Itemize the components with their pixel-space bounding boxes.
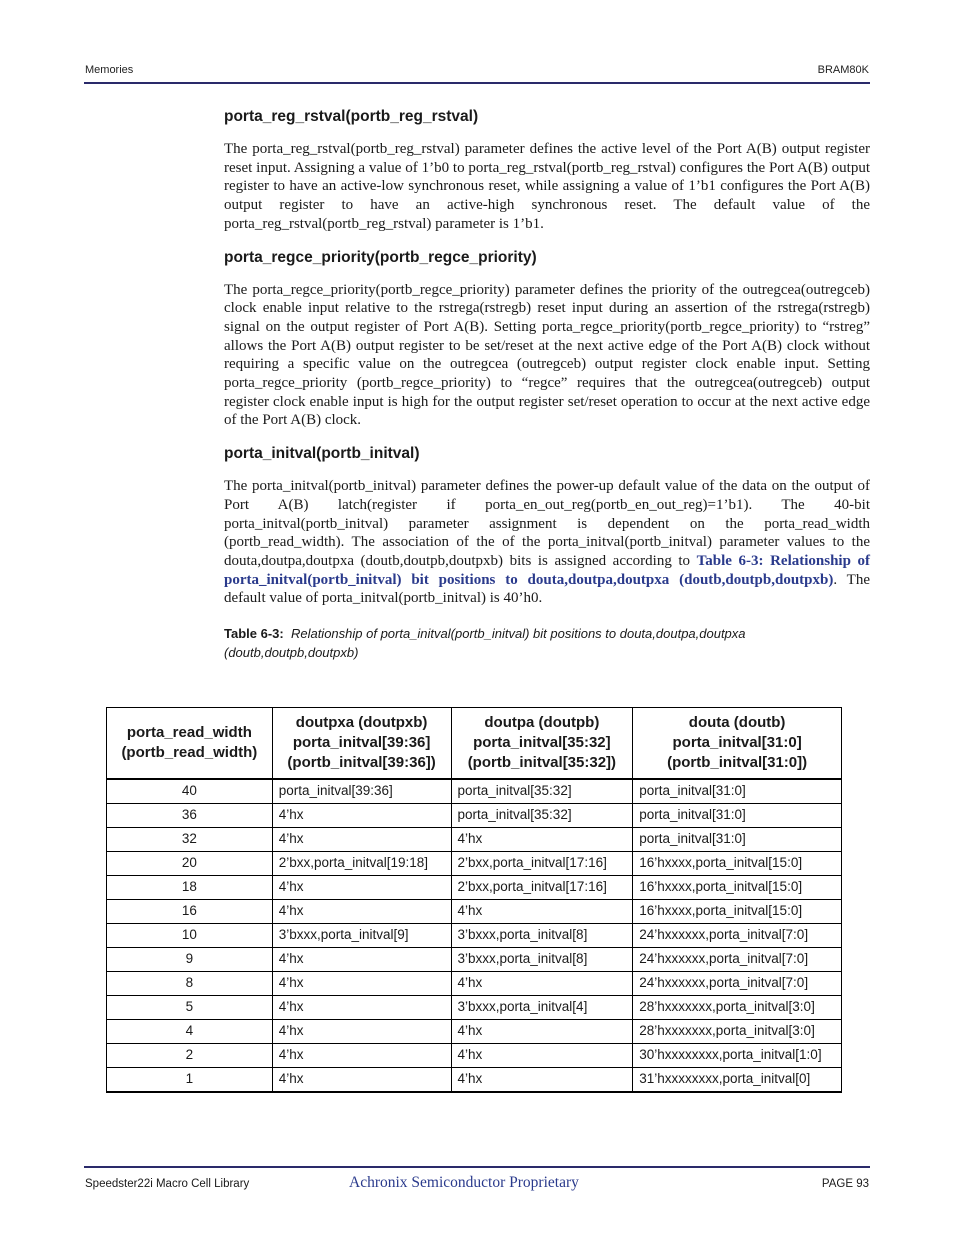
section-paragraph-reg-rstval: The porta_reg_rstval(portb_reg_rstval) parameter defines the active level of the Port A(B) output register reset input. Assigning a value of 1’b0 to porta_reg_rstval(portb_reg_rstval) configures the Port A(B) output register to have an active-low synchronous reset, while assigning a value of 1’b1 configures the Port A(B) output register to have an active-high synchronous reset. The default value of the porta_reg_rstval(portb_reg_rstval) parameter is 1’b1. [224, 141, 870, 232]
table-row: 5 4’hx 3’bxxx,porta_initval[4] 28’hxxxxxxx,porta_initval[3:0] [107, 996, 842, 1020]
section-heading-regce-priority: porta_regce_priority(portb_regce_priority) [224, 248, 537, 266]
section-paragraph-initval [224, 477, 870, 608]
table-header-row [107, 708, 842, 780]
table-caption-text: Relationship of porta_initval(portb_initval) bit positions to douta,doutpa,doutpxa (doutb,doutpb,doutpxb) [224, 626, 746, 661]
col-header-doutpa: doutpa (doutpb) porta_initval[35:32] (portb_initval[35:32]) [451, 708, 633, 780]
main-content [224, 108, 870, 662]
initval-text-after: . The default value of porta_initval(portb_initval) is 40’h0. [224, 571, 870, 607]
header-rule [84, 82, 870, 84]
table-row: 2 4’hx 4’hx 30’hxxxxxxxx,porta_initval[1:0] [107, 1044, 842, 1068]
footer-page-number: PAGE 93 [821, 1178, 869, 1190]
table-row: 8 4’hx 4’hx 24’hxxxxxx,porta_initval[7:0] [107, 972, 842, 996]
table-cross-reference-link[interactable]: Table 6-3: Relationship of porta_initval(portb_initval) bit positions to douta,doutpa,doutpxa (doutb,doutpb,doutpxb) [224, 552, 870, 588]
header-doc-title: BRAM80K [817, 64, 869, 76]
table-row: 1 4’hx 4’hx 31’hxxxxxxxx,porta_initval[0] [107, 1068, 842, 1093]
initval-bit-position-table [106, 707, 842, 1093]
section-heading-reg-rstval: porta_reg_rstval(portb_reg_rstval) [224, 108, 479, 125]
table-row: 32 4’hx 4’hx porta_initval[31:0] [107, 828, 842, 852]
table-row: 40 porta_initval[39:36] porta_initval[35:32] porta_initval[31:0] [107, 779, 842, 804]
col-header-doutpxa: doutpxa (doutpxb) porta_initval[39:36] (portb_initval[39:36]) [272, 708, 451, 780]
initval-text-before: The porta_initval(portb_initval) parameter defines the power-up default value of the data on the output of Port A(B) latch(register if porta_en_out_reg(portb_en_out_reg)=1’b1). The 40-bit porta_initval(portb_initval) parameter assignment is dependent on the porta_read_width (portb_read_width). The association of the of the porta_initval(portb_initval) parameter values to the douta,doutpa,doutpxa (doutb,doutpb,doutpxb) bits is assigned according to [224, 478, 870, 569]
table-row: 10 3’bxxx,porta_initval[9] 3’bxxx,porta_initval[8] 24’hxxxxxx,porta_initval[7:0] [107, 924, 842, 948]
table-caption-label: Table 6-3: [224, 626, 284, 642]
section-heading-initval: porta_initval(portb_initval) [224, 445, 420, 463]
footer-proprietary-notice: Achronix Semiconductor Proprietary [349, 1174, 579, 1191]
header-section-title: Memories [85, 64, 134, 76]
col-header-douta: douta (doutb) porta_initval[31:0] (portb_initval[31:0]) [633, 708, 842, 780]
footer-library-name: Speedster22i Macro Cell Library [85, 1178, 250, 1190]
footer-rule [84, 1166, 870, 1168]
table-row: 20 2’bxx,porta_initval[19:18] 2’bxx,porta_initval[17:16] 16’hxxxx,porta_initval[15:0] [107, 852, 842, 876]
table-row: 16 4’hx 4’hx 16’hxxxx,porta_initval[15:0] [107, 900, 842, 924]
col-header-read-width: porta_read_width (portb_read_width) [107, 708, 273, 780]
table-row: 9 4’hx 3’bxxx,porta_initval[8] 24’hxxxxxx,porta_initval[7:0] [107, 948, 842, 972]
section-paragraph-regce-priority: The porta_regce_priority(portb_regce_priority) parameter defines the priority of the outregcea(outregceb) clock enable input relative to the rstrega(rstregb) reset input during an assertion of the rstrega(rstregb) signal on the output register of Port A(B). Setting porta_regce_priority(portb_regce_priority) to “rstreg” allows the Port A(B) output register to be set/reset at the next active edge of the Port A(B) clock without requiring a specific value on the outregcea (outregceb) output register clock enable input. Setting porta_regce_priority (portb_regce_priority) to “regce” requires that the outregcea(outregceb) output register clock enable input is high for the output register set/reset operation to occur at the next active edge of the Port A(B) clock. [224, 281, 870, 429]
table-row: 36 4’hx porta_initval[35:32] porta_initval[31:0] [107, 804, 842, 828]
table-caption [224, 624, 870, 662]
table-row: 18 4’hx 2’bxx,porta_initval[17:16] 16’hxxxx,porta_initval[15:0] [107, 876, 842, 900]
table-row: 4 4’hx 4’hx 28’hxxxxxxx,porta_initval[3:0] [107, 1020, 842, 1044]
